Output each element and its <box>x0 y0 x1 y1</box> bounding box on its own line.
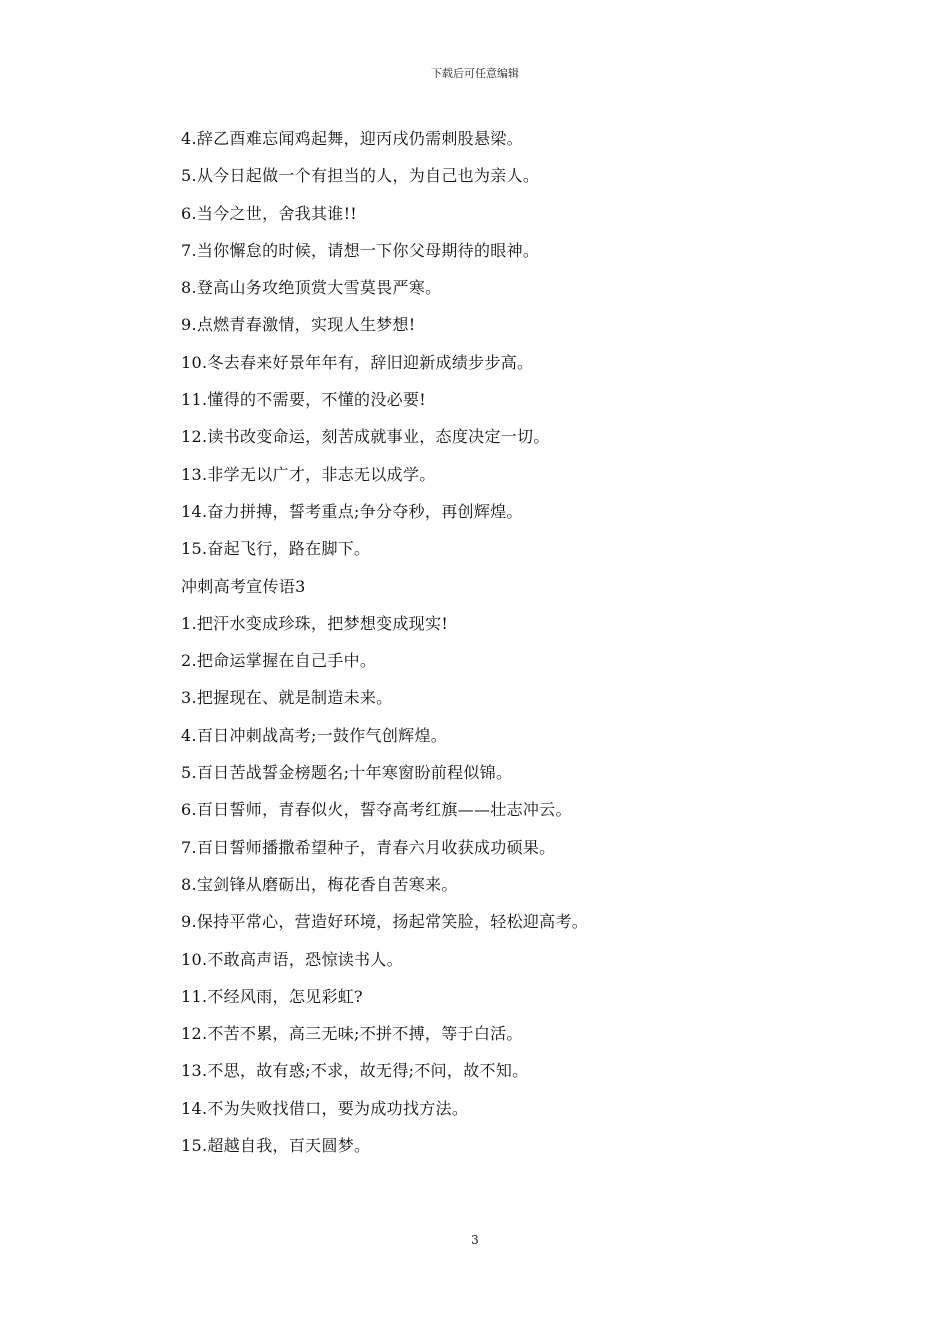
list-item: 4.辞乙酉难忘闻鸡起舞，迎丙戌仍需刺股悬梁。 <box>181 129 523 148</box>
list-item: 7.百日誓师播撒希望种子，青春六月收获成功硕果。 <box>181 837 556 857</box>
list-item: 3.把握现在、就是制造未来。 <box>181 688 393 708</box>
list-item: 1.把汗水变成珍珠，把梦想变成现实! <box>181 613 449 633</box>
document-body <box>181 124 861 1168</box>
list-item: 14.奋力拼搏，誓考重点;争分夺秒，再创辉煌。 <box>181 501 523 521</box>
list-item: 10.冬去春来好景年年有，辞旧迎新成绩步步高。 <box>181 352 534 372</box>
list-item: 9.点燃青春激情，实现人生梦想! <box>181 315 416 335</box>
list-item: 15.奋起飞行，路在脚下。 <box>181 539 371 559</box>
list-item: 12.不苦不累，高三无味;不拼不搏，等于白活。 <box>181 1024 523 1044</box>
section-heading: 冲刺高考宣传语3 <box>181 576 306 596</box>
list-item: 13.不思，故有惑;不求，故无得;不问，故不知。 <box>181 1061 529 1081</box>
page-header: 下载后可任意编辑 <box>431 67 519 80</box>
list-item: 8.宝剑锋从磨砺出，梅花香自苦寒来。 <box>181 874 458 894</box>
list-item: 15.超越自我，百天圆梦。 <box>181 1136 371 1156</box>
list-item: 4.百日冲刺战高考;一鼓作气创辉煌。 <box>181 725 448 745</box>
list-item: 5.百日苦战誓金榜题名;十年寒窗盼前程似锦。 <box>181 763 513 783</box>
page-number: 3 <box>471 1233 479 1247</box>
list-item: 6.百日誓师，青春似火，誓夺高考红旗——壮志冲云。 <box>181 800 572 820</box>
list-item: 8.登高山务攻绝顶赏大雪莫畏严寒。 <box>181 278 442 298</box>
list-item: 9.保持平常心，营造好环境，扬起常笑脸，轻松迎高考。 <box>181 912 589 932</box>
list-item: 7.当你懈怠的时候，请想一下你父母期待的眼神。 <box>181 240 540 260</box>
list-item: 11.懂得的不需要，不懂的没必要! <box>181 390 426 410</box>
list-item: 11.不经风雨，怎见彩虹? <box>181 986 363 1006</box>
list-item: 13.非学无以广才，非志无以成学。 <box>181 464 436 484</box>
list-item: 14.不为失败找借口，要为成功找方法。 <box>181 1098 469 1118</box>
list-item: 6.当今之世，舍我其谁!! <box>181 203 358 223</box>
list-item: 12.读书改变命运，刻苦成就事业，态度决定一切。 <box>181 427 550 447</box>
list-item: 5.从今日起做一个有担当的人，为自己也为亲人。 <box>181 166 540 186</box>
list-item: 10.不敢高声语，恐惊读书人。 <box>181 949 403 969</box>
list-item: 2.把命运掌握在自己手中。 <box>181 651 377 671</box>
